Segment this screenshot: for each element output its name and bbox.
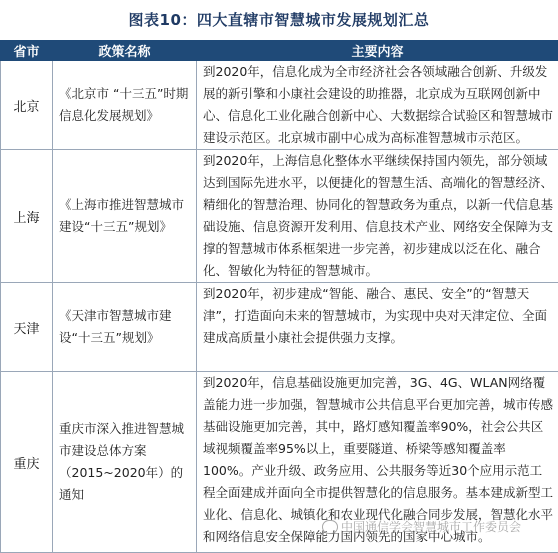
watermark (322, 518, 521, 535)
header-policy: 政策名称 (53, 41, 197, 61)
policy-cell: 《天津市智慧城市建设“十三五”规划》 (53, 283, 197, 372)
content-cell: 到2020年，信息化成为全市经济社会各领域融合创新、升级发展的新引擎和小康社会建设的助推器，北京成为互联网创新中心、信息化工业化融合创新中心、大数据综合试验区和智慧城市建设示范区。北京城市副中心成为高标准智慧城市示范区。 (197, 61, 558, 150)
figure-title: 图表10：四大直辖市智慧城市发展规划汇总 (0, 0, 558, 40)
header-content: 主要内容 (197, 41, 558, 61)
watermark-text: 中国通信学会智慧城市工作委员会 (341, 518, 521, 535)
city-cell: 重庆 (1, 372, 53, 553)
policy-table (0, 40, 558, 553)
city-cell: 上海 (1, 150, 53, 283)
table-header (1, 41, 558, 61)
table-row (1, 150, 558, 283)
policy-cell: 《上海市推进智慧城市建设“十三五”规划》 (53, 150, 197, 283)
content-cell: 到2020年，上海信息化整体水平继续保持国内领先，部分领域达到国际先进水平，以便捷化的智慧生活、高端化的智慧经济、精细化的智慧治理、协同化的智慧政务为重点，以新一代信息基础设施、信息资源开发利用、信息技术产业、网络安全保障为支撑的智慧城市体系框架进一步完善，初步建成以泛在化、融合化、智敏化为特征的智慧城市。 (197, 150, 558, 283)
wechat-icon (322, 520, 338, 534)
header-city: 省市 (1, 41, 53, 61)
table-row (1, 61, 558, 150)
city-cell: 北京 (1, 61, 53, 150)
table-row (1, 283, 558, 372)
content-cell: 到2020年，初步建成“智能、融合、惠民、安全”的“智慧天津”，打造面向未来的智慧城市，为实现中央对天津定位、全面建成高质量小康社会提供强力支撑。 (197, 283, 558, 372)
city-cell: 天津 (1, 283, 53, 372)
policy-cell: 《北京市 “十三五”时期信息化发展规划》 (53, 61, 197, 150)
policy-cell: 重庆市深入推进智慧城市建设总体方案（2015~2020年）的通知 (53, 372, 197, 553)
content-cell: 到2020年，信息基础设施更加完善，3G、4G、WLAN网络覆盖能力进一步加强，智慧城市公共信息平台更加完善，城市传感基础设施更加完善，其中，路灯感知覆盖率90%，社会公共区域视频覆盖率95%以上，重要隧道、桥梁等感知覆盖率100%。产业升级、政务应用、公共服务等近30个应用示范工程全面建成并面向全市提供智慧化的信息服务。基本建成新型工业化、信息化、城镇化和农业现代化融合同步发展，智慧化水平和网络信息安全保障能力国内领先的国家中心城市。 (197, 372, 558, 553)
